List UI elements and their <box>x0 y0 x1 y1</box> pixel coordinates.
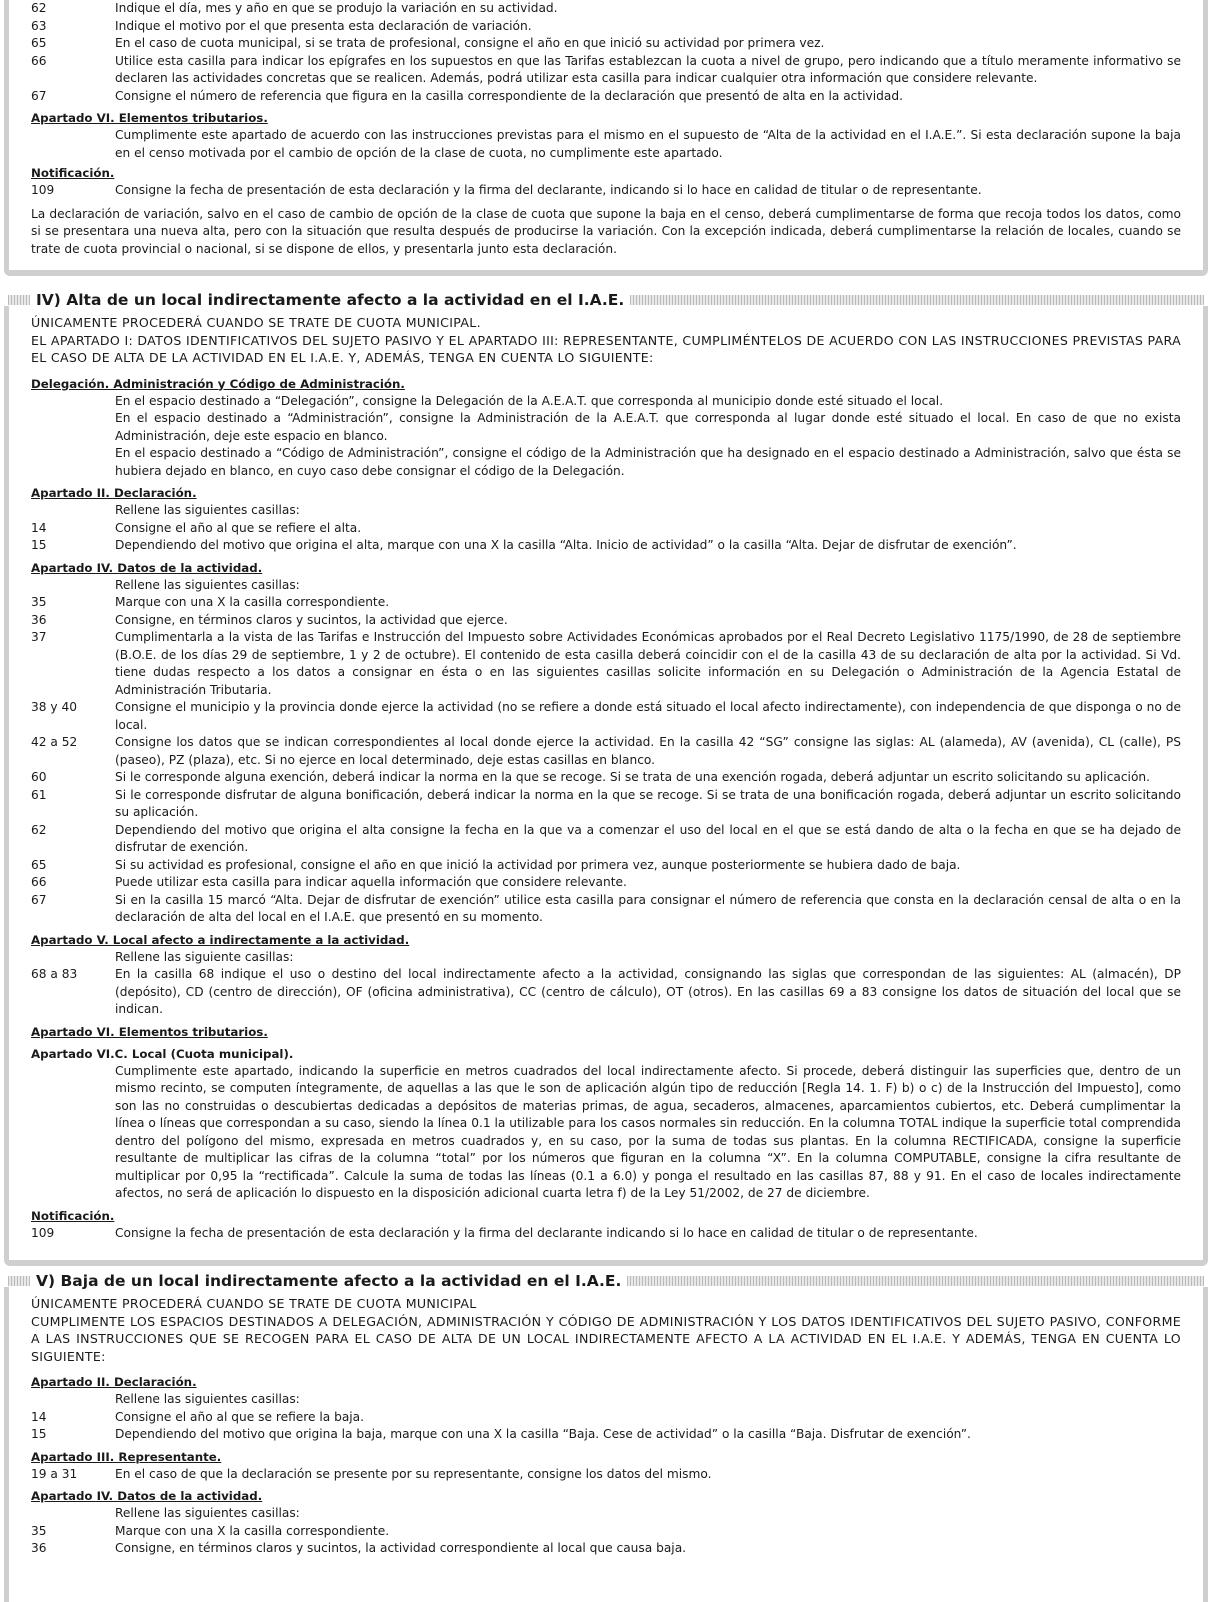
list-item <box>31 857 1181 875</box>
list-item <box>31 53 1181 88</box>
list-item <box>31 594 1181 612</box>
box-text: Consigne la fecha de presentación de esta declaración y la firma del declarante indicando si lo hace en calidad de titular o de representante. <box>115 1225 978 1240</box>
list-item <box>31 1426 1181 1444</box>
paragraph: En el espacio destinado a “Administración”, consigne la Administración de la A.E.A.T. que corresponda al lugar donde esté situado el local. En caso de que no exista Administración, deje este espacio en blanco. <box>115 411 1181 443</box>
subsection-heading: Apartado II. Declaración. <box>31 1375 197 1389</box>
box-number: 14 <box>31 520 47 535</box>
box-number: 62 <box>31 1 47 15</box>
paragraph: Cumplimente este apartado de acuerdo con las instrucciones previstas para el mismo en el supuesto de “Alta de la actividad en el I.A.E.”. Si esta declaración supone la baja en el censo motivada por el cambio de opción de la clase de cuota, no cumplimente este apartado. <box>115 128 1181 160</box>
caps-notice: ÚNICAMENTE PROCEDERÁ CUANDO SE TRATE DE CUOTA MUNICIPAL <box>31 1296 477 1311</box>
box-text: Puede utilizar esta casilla para indicar aquella información que considere relevante. <box>115 875 627 889</box>
section-5-frame <box>4 1287 1208 1602</box>
title-decoration <box>630 295 1204 305</box>
list-item <box>31 699 1181 734</box>
paragraph: Cumplimente este apartado, indicando la superficie en metros cuadrados del local indirectamente afecto. Si procede, deberá distinguir las superficies que, dentro de un mismo recinto, se computen íntegramente, de aquellas a las que le son de aplicación algún tipo de reducción [Regla 14. 1. F) b) o c) de la Instrucción del Impuesto], como son las no construidas o descubiertas dedicadas a depósitos de materias primas, de agua, secaderos, almacenes, aparcamientos cubiertos, etc. Deberá cumplimentar la línea o líneas que correspondan a su caso, siendo la línea 0.1 la utilizable para los casos normales sin reducción. En la columna TOTAL indique la superficie total comprendida dentro del polígono del mismo, expresada en metros cuadrados y, en su caso, por la suma de todas sus plantas. En la columna RECTIFICADA, consigne la superficie resultante de multiplicar las cifras de la columna “total” por los números que figuran en la columna “X”. En la columna COMPUTABLE, consigne la cifra resultante de multiplicar por 0,95 la “rectificada”. Calcule la suma de todas las líneas (0.1 a 6.0) y ponga el resultado en las casillas 87, 88 y 91. En el caso de locales indirectamente afectos, no será de aplicación lo dispuesto en la disposición adicional cuarta letra f) de la Ley 51/2002, de 27 de diciembre. <box>115 1063 1181 1200</box>
box-number: 15 <box>31 538 47 552</box>
box-number: 63 <box>31 18 47 33</box>
list-item <box>31 892 1181 927</box>
paragraph: En el espacio destinado a “Código de Administración”, consigne el código de la Administración que ha designado en el espacio destinado a Administración, salvo que ésta se hubiera dejado en blanco, en cuyo caso debe consignar el código de la Delegación. <box>115 446 1181 478</box>
caps-notice: EL APARTADO I: DATOS IDENTIFICATIVOS DEL SUJETO PASIVO Y EL APARTADO III: REPRESENTANTE, CUMPLIMÉNTELOS DE ACUERDO CON LAS INSTRUCCIONES PREVISTAS PARA EL CASO DE ALTA DE LA ACTIVIDAD EN EL I.A.E. Y, ADEMÁS, TENGA EN CUENTA LO SIGUIENTE: <box>31 332 1181 365</box>
box-number: 65 <box>31 36 47 50</box>
section-4-frame <box>4 306 1208 1266</box>
box-number: 42 a 52 <box>31 735 78 749</box>
box-text: Consigne los datos que se indican correspondientes al local donde ejerce la actividad. En la casilla 42 “SG” consigne las siglas: AL (alameda), AV (avenida), CL (calle), PS (paseo), PZ (plaza), etc. Si no ejerce en local determinado, deje estas casillas en blanco. <box>115 735 1181 767</box>
list-item <box>31 0 1181 18</box>
list-item <box>31 966 1181 1019</box>
section-title: V) Baja de un local indirectamente afecto a la actividad en el I.A.E. <box>36 1272 622 1290</box>
box-number: 15 <box>31 1427 47 1441</box>
section-title: IV) Alta de un local indirectamente afecto a la actividad en el I.A.E. <box>36 291 625 309</box>
paragraph: Rellene las siguientes casillas: <box>115 577 300 592</box>
subsection-heading: Notificación. <box>31 1208 115 1223</box>
box-number: 19 a 31 <box>31 1466 78 1481</box>
box-text: Indique el motivo por el que presenta esta declaración de variación. <box>115 18 532 33</box>
box-number: 67 <box>31 88 47 103</box>
title-decoration <box>8 295 30 305</box>
box-number: 36 <box>31 1541 47 1555</box>
subsection-heading: Apartado III. Representante. <box>31 1449 222 1464</box>
box-text: En el caso de cuota municipal, si se trata de profesional, consigne el año en que inició su actividad por primera vez. <box>115 36 825 50</box>
list-item <box>31 874 1181 892</box>
sec3-rows-a <box>31 0 1181 105</box>
subsection-heading: Apartado VI.C. Local (Cuota municipal). <box>31 1046 294 1061</box>
section-3-frame <box>4 0 1208 276</box>
subsection-heading: Notificación. <box>31 166 115 180</box>
list-item <box>31 1523 1181 1541</box>
subsection-heading: Apartado IV. Datos de la actividad. <box>31 1489 263 1503</box>
list-item <box>31 734 1181 769</box>
box-text: Dependiendo del motivo que origina el alta consigne la fecha en la que va a comenzar el uso del local en el que se está dando de alta o la fecha en que se ha dejado de disfrutar de exención. <box>115 822 1181 854</box>
box-text: Dependiendo del motivo que origina la baja, marque con una X la casilla “Baja. Cese de actividad” o la casilla “Baja. Disfrutar de exención”. <box>115 1427 971 1441</box>
subsection-heading: Apartado VI. Elementos tributarios. <box>31 1024 268 1039</box>
box-number: 14 <box>31 1409 47 1424</box>
caps-notice: ÚNICAMENTE PROCEDERÁ CUANDO SE TRATE DE CUOTA MUNICIPAL. <box>31 315 481 330</box>
caps-notice: CUMPLIMENTE LOS ESPACIOS DESTINADOS A DELEGACIÓN, ADMINISTRACIÓN Y CÓDIGO DE ADMINISTRACIÓN Y LOS DATOS IDENTIFICATIVOS DEL SUJETO PASIVO, CONFORME A LAS INSTRUCCIONES QUE SE RECOGEN PARA EL CASO DE ALTA DE UN LOCAL INDIRECTAMENTE AFECTO A LA ACTIVIDAD EN EL I.A.E. Y ADEMÁS, TENGA EN CUENTA LO SIGUIENTE: <box>31 1313 1181 1364</box>
subsection-heading: Apartado VI. Elementos tributarios. <box>31 111 268 125</box>
subsection-heading: Apartado V. Local afecto a indirectamente a la actividad. <box>31 932 410 947</box>
box-number: 35 <box>31 595 47 609</box>
list-item <box>31 1225 1181 1243</box>
box-number: 68 a 83 <box>31 967 78 981</box>
paragraph: En el espacio destinado a “Delegación”, consigne la Delegación de la A.E.A.T. que corresponda al municipio donde esté situado el local. <box>115 393 944 408</box>
list-item <box>31 787 1181 822</box>
subsection-heading: Apartado IV. Datos de la actividad. <box>31 560 263 575</box>
paragraph: Rellene las siguientes casillas: <box>115 1506 300 1520</box>
box-number: 38 y 40 <box>31 700 77 714</box>
box-text: Si le corresponde disfrutar de alguna bonificación, deberá indicar la norma en la que se recoge. Si se trata de una bonificación rogada, deberá adjuntar un escrito solicitando su aplicación. <box>115 787 1181 819</box>
box-number: 109 <box>31 183 55 197</box>
box-text: Marque con una X la casilla correspondiente. <box>115 1523 390 1538</box>
list-item <box>31 520 1181 538</box>
box-number: 62 <box>31 822 47 837</box>
box-text: Consigne el municipio y la provincia donde ejerce la actividad (no se refiere a donde está situado el local afecto indirectamente), con independencia de que disponga o no de local. <box>115 700 1181 732</box>
box-text: Utilice esta casilla para indicar los epígrafes en los supuestos en que las Tarifas establezcan la cuota a nivel de grupo, pero indicando que a título meramente informativo se declaren las actividades concretas que se realicen. Además, podrá utilizar esta casilla para indicar cualquier otra información que considere relevante. <box>115 53 1181 85</box>
box-number: 109 <box>31 1225 55 1240</box>
title-decoration <box>8 1276 30 1286</box>
subsection-heading: Delegación. Administración y Código de Administración. <box>31 376 405 391</box>
list-item <box>31 1466 1181 1484</box>
list-item <box>31 769 1181 787</box>
box-text: Consigne, en términos claros y sucintos, la actividad correspondiente al local que causa baja. <box>115 1541 687 1555</box>
list-item <box>31 612 1181 630</box>
box-number: 35 <box>31 1523 47 1538</box>
list-item <box>31 822 1181 857</box>
list-item <box>31 1540 1181 1558</box>
box-text: Consigne el año al que se refiere el alta. <box>115 520 362 535</box>
box-text: Marque con una X la casilla correspondiente. <box>115 595 390 609</box>
box-text: Consigne el año al que se refiere la baja. <box>115 1409 365 1424</box>
paragraph: Rellene las siguientes casillas: <box>115 503 300 517</box>
box-text: Dependiendo del motivo que origina el alta, marque con una X la casilla “Alta. Inicio de actividad” o la casilla “Alta. Dejar de disfrutar de exención”. <box>115 538 1017 552</box>
list-item <box>31 88 1181 106</box>
box-text: Consigne el número de referencia que figura en la casilla correspondiente de la declaración que presentó de alta en la actividad. <box>115 88 903 103</box>
box-number: 60 <box>31 770 47 784</box>
list-item <box>31 629 1181 699</box>
subsection-heading: Apartado II. Declaración. <box>31 486 197 500</box>
paragraph: Rellene las siguientes casillas: <box>115 1392 300 1406</box>
box-text: Si en la casilla 15 marcó “Alta. Dejar de disfrutar de exención” utilice esta casilla para consignar el número de referencia que consta en la declaración censal de alta o en la declaración de alta del local en el I.A.E. que presentó en su momento. <box>115 892 1181 924</box>
title-decoration <box>627 1276 1204 1286</box>
box-text: Si le corresponde alguna exención, deberá indicar la norma en la que se recoge. Si se trata de una exención rogada, deberá adjuntar un escrito solicitando su aplicación. <box>115 770 1151 784</box>
box-text: En el caso de que la declaración se presente por su representante, consigne los datos del mismo. <box>115 1466 712 1481</box>
box-number: 66 <box>31 875 47 889</box>
box-number: 67 <box>31 892 47 907</box>
box-number: 37 <box>31 630 47 644</box>
list-item <box>31 1409 1181 1427</box>
paragraph: Rellene las siguiente casillas: <box>115 949 294 964</box>
list-item <box>31 35 1181 53</box>
box-text: Indique el día, mes y año en que se produjo la variación en su actividad. <box>115 1 558 15</box>
paragraph: La declaración de variación, salvo en el caso de cambio de opción de la clase de cuota que supone la baja en el censo, deberá cumplimentarse de forma que recoja todos los datos, como si se presentara una nueva alta, pero con la situación que resulta después de producirse la variación. Con la excepción indicada, deberá cumplimentarse la relación de locales, cuando se trate de cuota provincial o nacional, si se dispone de ellos, y presentarla junto esta declaración. <box>31 206 1181 256</box>
list-item <box>31 537 1181 555</box>
box-text: Consigne, en términos claros y sucintos, la actividad que ejerce. <box>115 612 508 627</box>
list-item <box>31 18 1181 36</box>
list-item <box>31 182 1181 200</box>
box-text: Consigne la fecha de presentación de esta declaración y la firma del declarante, indicando si lo hace en calidad de titular o de representante. <box>115 183 982 197</box>
box-number: 36 <box>31 612 47 627</box>
box-number: 61 <box>31 787 47 802</box>
box-text: Si su actividad es profesional, consigne el año en que inició la actividad por primera vez, aunque posteriormente se hubiera dado de baja. <box>115 857 961 872</box>
box-text: Cumplimentarla a la vista de las Tarifas e Instrucción del Impuesto sobre Actividades Económicas aprobados por el Real Decreto Legislativo 1175/1990, de 28 de septiembre (B.O.E. de los días 29 de septiembre, 1 y 2 de octubre). El contenido de esta casilla deberá coincidir con el de la casilla 43 de su declaración de alta por la actividad. Si Vd. tiene dudas respecto a los datos a consignar en ésta o en las siguientes casillas solicite información en su Delegación o Administración de la Agencia Estatal de Administración Tributaria. <box>115 630 1181 697</box>
box-number: 65 <box>31 857 47 872</box>
box-number: 66 <box>31 53 47 68</box>
box-text: En la casilla 68 indique el uso o destino del local indirectamente afecto a la actividad, consignando las siglas que correspondan de las siguientes: AL (almacén), DP (depósito), CD (centro de dirección), OF (oficina administrativa), CC (centro de cálculo), OT (otros). En las casillas 69 a 83 consigne los datos de situación del local que se indican. <box>115 967 1181 1016</box>
